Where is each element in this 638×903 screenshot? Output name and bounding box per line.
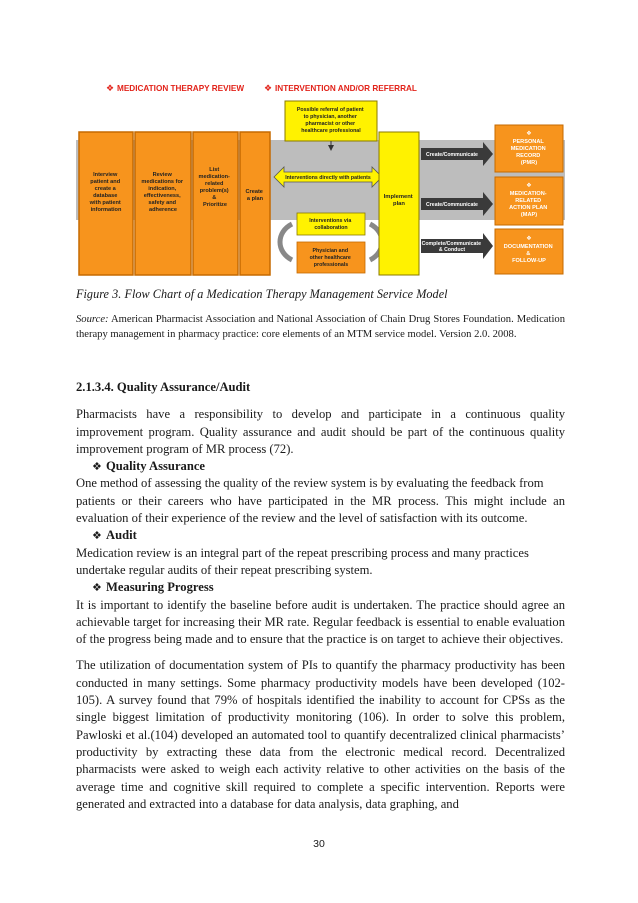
doc-l2: &: [526, 251, 531, 257]
page-number: 30: [313, 838, 325, 850]
referral-l1: Possible referral of patient: [296, 107, 364, 113]
svg-text:List medication- relat: [199, 167, 232, 208]
create-plan-l2: a plan: [246, 196, 264, 202]
paragraph-qa-line1: One method of assessing the quality of the review system is by evaluating the feedback from: [76, 476, 544, 491]
mtr-header-icon: ❖: [106, 83, 115, 93]
intervention-header: INTERVENTION AND/OR REFERRAL: [275, 84, 417, 93]
pmr-l2: MEDICATION: [510, 146, 546, 152]
collab-l1: Interventions via: [309, 218, 352, 224]
paragraph-qa-rest: patients or their careers who have participated in the MR process. This might include an evaluation of their experience of the review and the level of satisfaction with its outcome.: [76, 493, 565, 526]
collab-box: [297, 213, 365, 235]
interview-l3: create a: [94, 186, 116, 192]
arrow1-label: Create/Communicate: [426, 152, 478, 158]
svg-text:Physician and other health: [310, 248, 353, 268]
svg-text:Interventions via collabor: [309, 218, 353, 231]
paragraph-audit: Medication review is an integral part of the repeat prescribing process and many practices undertake regular audits of their repeat prescribing system.: [76, 545, 529, 577]
list-l4: problem(s): [199, 188, 229, 194]
interview-l6: information: [90, 207, 122, 213]
mtm-flow-chart: [76, 74, 565, 276]
arrow3-l2: & Conduct: [438, 247, 466, 253]
create-plan-l1: Create: [245, 189, 263, 195]
implement-l2: plan: [393, 201, 405, 207]
bullet-audit: [76, 527, 565, 544]
mtr-header: MEDICATION THERAPY REVIEW: [117, 84, 245, 93]
map-l4: (MAP): [520, 212, 538, 218]
diamond-bullet-icon: ❖: [92, 460, 102, 474]
figure-caption: Figure 3. Flow Chart of a Medication Therapy Management Service Model: [76, 287, 448, 301]
bullet-quality-assurance-label: Quality Assurance: [106, 459, 206, 474]
referral-l2: to physician, another: [303, 114, 357, 120]
list-l2: medication-: [198, 174, 230, 180]
doc-l1: DOCUMENTATION: [503, 244, 553, 250]
create-plan-box: [240, 132, 270, 275]
map-icon: ❖: [526, 183, 532, 189]
review-l5: safety and: [148, 200, 177, 206]
interview-l1: Interview: [93, 172, 118, 178]
review-l6: adherence: [149, 207, 177, 213]
direct-label: Interventions directly with patients: [285, 175, 371, 181]
interview-l5: with patient: [89, 200, 121, 206]
paragraph-intro: Pharmacists have a responsibility to develop and participate in a continuous quality improvement program. Quality assurance and audit should be part of the continuous quality improvement program of MR process (72).: [76, 407, 565, 456]
collab-loop: [280, 224, 292, 260]
bullet-quality-assurance: [76, 458, 565, 475]
map-l1: MEDICATION-: [509, 191, 547, 197]
intervention-header-icon: ❖: [264, 83, 273, 93]
arrow2-label: Create/Communicate: [426, 202, 478, 208]
collab-l2: collaboration: [314, 225, 348, 231]
section-heading: 2.1.3.4. Quality Assurance/Audit: [76, 380, 251, 394]
review-l4: effectiveness,: [143, 193, 181, 199]
diamond-bullet-icon: ❖: [92, 581, 102, 595]
pmr-l4: (PMR): [520, 160, 538, 166]
list-l1: List: [209, 167, 220, 173]
pmr-icon: ❖: [526, 131, 532, 137]
map-l2: RELATED: [515, 198, 542, 204]
pmr-l3: RECORD: [516, 153, 541, 159]
paragraph-measuring-progress: It is important to identify the baseline before audit is undertaken. The practice should agree an achievable target for increasing their MR rate. Regular feedback is essential to enable evaluation of the progress being made and to ensure that the practice is on target to achieve their objectives.: [76, 597, 565, 647]
physician-l3: professionals: [313, 262, 349, 268]
paragraph-productivity: The utilization of documentation system of PIs to quantify the pharmacy productivity has been conducted in many settings. Some pharmacy productivity models have been developed (102-105). A survey found that 79% of hospitals identified the inability to account for CPSs as the single biggest limitation of productivity monitoring (106). In order to solve this problem, Pawloski et al.(104) developed an automated tool to quantify decentralized clinical pharmacists’ productivity by extracting these data from the electronic medical record. Decentralized pharmacists were asked to weigh each activity relative to other activities on the basis of the average time and cognitive skill required to complete a specific intervention. Reports were generated and extracted into a database for data analysis, data graphing, and: [76, 658, 565, 811]
implement-l1: Implement: [383, 194, 413, 200]
referral-l3: pharmacist or other: [305, 121, 356, 127]
doc-l3: FOLLOW-UP: [512, 258, 546, 264]
review-l2: medications for: [141, 179, 184, 185]
body-text: [76, 379, 565, 813]
svg-text:Possible referral of patient: [297, 107, 365, 134]
pmr-l1: PERSONAL: [512, 139, 544, 145]
source-label: Source:: [76, 314, 109, 325]
interview-l2: patient and: [90, 179, 121, 185]
svg-text:Create a plan: [246, 189, 265, 202]
review-l3: indication,: [148, 186, 177, 192]
svg-text:Interview patient and: [89, 172, 123, 213]
physician-l1: Physician and: [312, 248, 349, 254]
list-l6: Prioritize: [203, 202, 227, 208]
source-text: American Pharmacist Association and National Association of Chain Drug Stores Foundation. Medication therapy management in pharmacy practice: core elements of an MTM service model. Version 2.0. 2008.: [76, 314, 565, 340]
list-l5: &: [212, 195, 217, 201]
bullet-measuring-progress-label: Measuring Progress: [106, 580, 214, 595]
diamond-bullet-icon: ❖: [92, 529, 102, 543]
doc-icon: ❖: [526, 236, 532, 242]
bullet-audit-label: Audit: [106, 528, 137, 543]
bullet-measuring-progress: [76, 579, 565, 596]
review-l1: Review: [152, 172, 172, 178]
map-l3: ACTION PLAN: [509, 205, 548, 211]
figure-source: [76, 313, 565, 342]
list-l3: related: [205, 181, 224, 187]
referral-l4: healthcare professional: [301, 128, 361, 134]
arrow3-l1: Complete/Communicate: [421, 241, 481, 247]
interview-l4: database: [93, 193, 118, 199]
physician-l2: other healthcare: [309, 255, 351, 261]
